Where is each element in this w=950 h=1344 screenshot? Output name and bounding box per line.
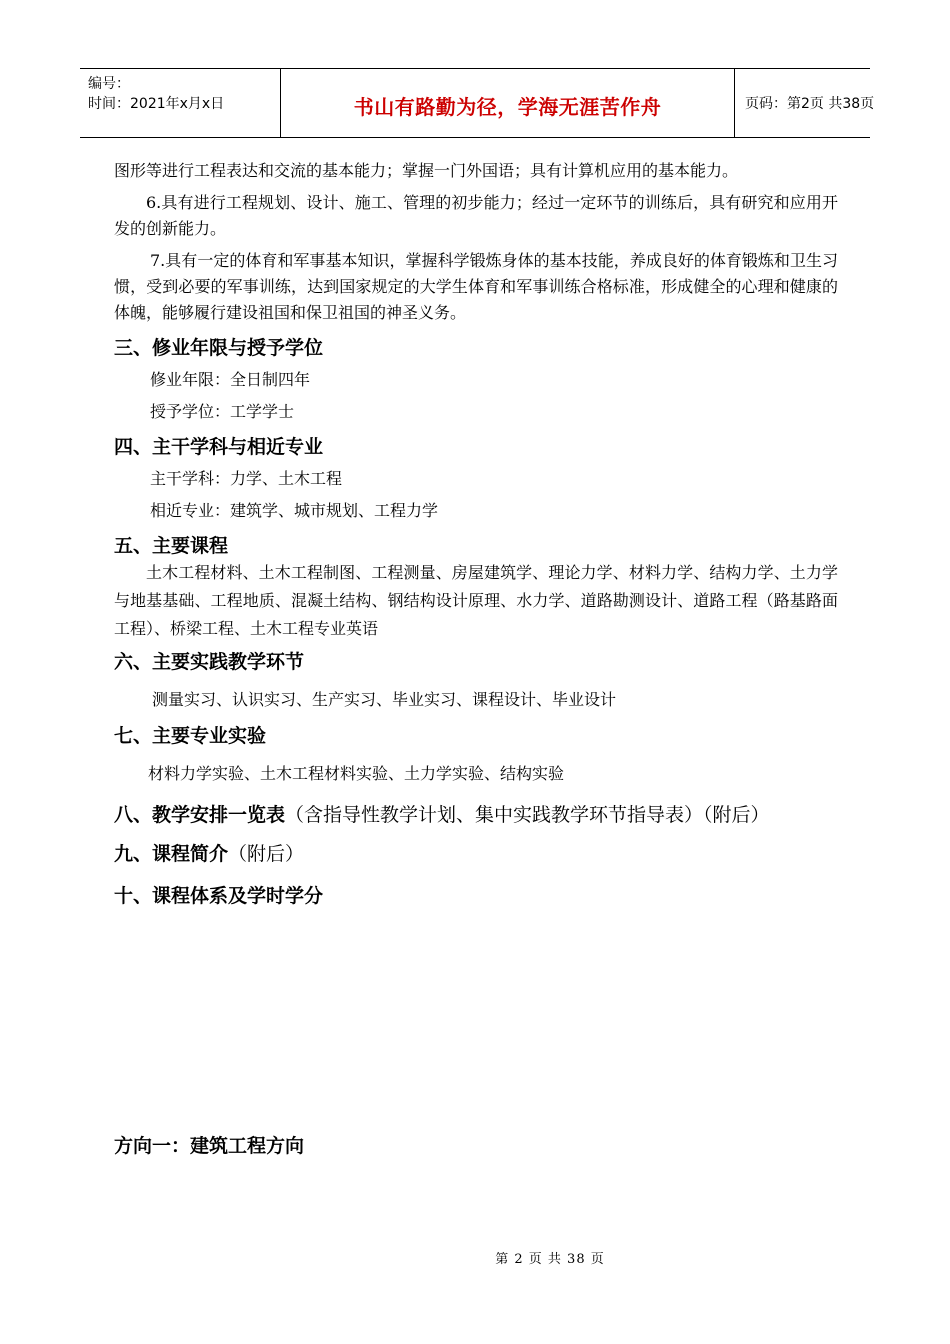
page-header — [80, 68, 875, 138]
header-left-cell — [80, 69, 281, 137]
paragraph-item-6: 6.具有进行工程规划、设计、施工、管理的初步能力；经过一定环节的训练后，具有研究和应用开发的创新能力。 — [114, 193, 838, 238]
paragraph-item-7: 7.具有一定的体育和军事基本知识，掌握科学锻炼身体的基本技能，养成良好的体育锻炼和卫生习惯，受到必要的军事训练，达到国家规定的大学生体育和军事训练合格标准，形成健全的心理和健康的体魄，能够履行建设祖国和保卫祖国的神圣义务。 — [114, 251, 838, 322]
document-body — [114, 158, 838, 1159]
section-8-heading — [114, 797, 838, 833]
section-7-title: 七、主要专业实验 — [114, 725, 267, 747]
section-5-course-list: 土木工程材料、土木工程制图、工程测量、房屋建筑学、理论力学、材料力学、结构力学、土力学与地基基础、工程地质、混凝土结构、钢结构设计原理、水力学、道路勘测设计、道路工程（路基路面工程）、桥梁工程、土木工程专业英语 — [114, 563, 838, 638]
header-motto: 书山有路勤为径，学海无涯苦作舟 — [353, 95, 662, 119]
header-motto-cell — [281, 69, 735, 137]
section-6-practice-list: 测量实习、认识实习、生产实习、毕业实习、课程设计、毕业设计 — [152, 690, 617, 709]
section-7-experiment-list: 材料力学实验、土木工程材料实验、土力学实验、结构实验 — [148, 764, 565, 783]
direction-1-title: 方向一：建筑工程方向 — [114, 1135, 305, 1157]
section-3-title: 三、修业年限与授予学位 — [114, 337, 324, 359]
section-4-related-majors: 相近专业：建筑学、城市规划、工程力学 — [150, 501, 439, 520]
number-label: 编号： — [88, 76, 130, 92]
section-6-title: 六、主要实践教学环节 — [114, 651, 305, 673]
header-page-info: 页码：第2页 共38页 — [745, 96, 875, 112]
section-4-title: 四、主干学科与相近专业 — [114, 436, 324, 458]
section-3-degree: 授予学位：工学学士 — [150, 402, 295, 421]
section-5-title: 五、主要课程 — [114, 535, 229, 557]
section-9-heading — [114, 841, 838, 867]
header-right-cell — [735, 69, 875, 137]
section-9-note: （附后） — [228, 843, 305, 865]
section-10-title: 十、课程体系及学时学分 — [114, 885, 324, 907]
paragraph-continuation: 图形等进行工程表达和交流的基本能力；掌握一门外国语；具有计算机应用的基本能力。 — [114, 161, 739, 180]
section-9-title: 九、课程简介 — [114, 843, 229, 865]
section-8-note: （含指导性教学计划、集中实践教学环节指导表）（附后） — [285, 804, 770, 826]
section-3-duration: 修业年限：全日制四年 — [150, 370, 311, 389]
time-label: 时间：2021年x月x日 — [88, 96, 225, 112]
section-8-title: 八、教学安排一览表 — [114, 804, 286, 826]
section-4-main-discipline: 主干学科：力学、土木工程 — [150, 469, 343, 488]
page-footer: 第 2 页 共 38 页 — [495, 1252, 605, 1267]
